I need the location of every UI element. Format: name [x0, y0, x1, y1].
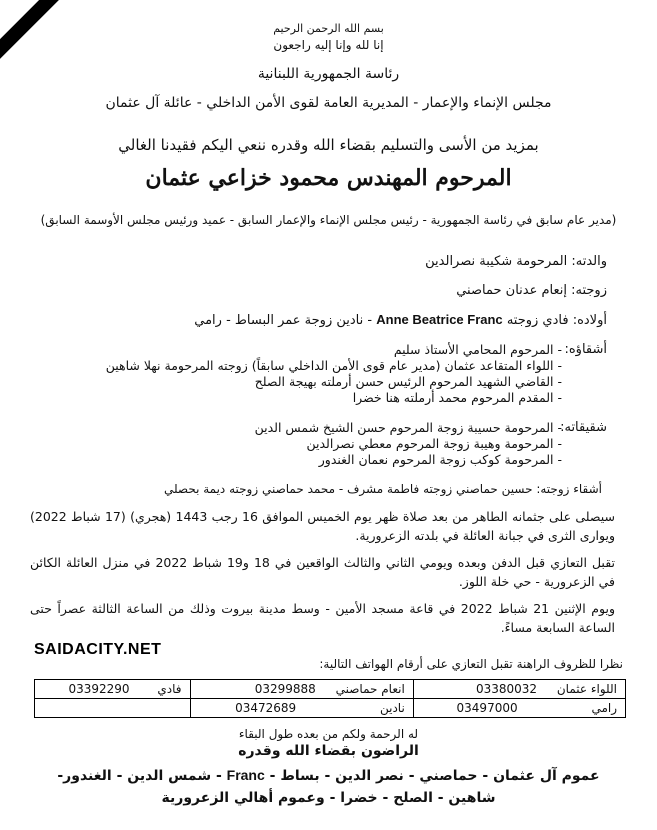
table-row	[35, 680, 626, 699]
list-item: - المرحوم المحامي الأستاذ سليم	[106, 342, 562, 358]
phone-number: 03380032	[475, 682, 538, 696]
deceased-name: المرحوم المهندس محمود خزاعي عثمان	[145, 165, 512, 191]
condolences-beirut-paragraph: ويوم الإثنين 21 شباط 2022 في قاعة مسجد الأمين - وسط مدينة بيروت وذلك من الساعة الثالثة عصراً حتى الساعة السابعة مساءً.	[30, 601, 615, 635]
phone-name: رامي	[591, 701, 617, 715]
sisters-list	[255, 420, 562, 468]
phone-cell	[413, 680, 625, 699]
phone-number: 03497000	[456, 701, 518, 715]
phone-number: 03392290	[68, 682, 130, 696]
phone-cell	[413, 699, 625, 718]
closing-line-3	[0, 767, 657, 784]
burial-paragraph: سيصلى على جثمانه الطاهر من بعد صلاة ظهر يوم الخميس الموافق 16 رجب 1443 (هجري) (17 شباط 2022) ويوارى الثرى في جبانة العائلة في بلدته الزعرورية.	[30, 509, 615, 543]
deceased-titles: (مدير عام سابق في رئاسة الجمهورية - رئيس مجلس الإنماء والإعمار السابق - عميد ورئيس مجلس الأوسمة السابق)	[40, 213, 617, 227]
brothers-list	[106, 342, 562, 406]
list-item: - القاضي الشهيد المرحوم الرئيس حسن أرملته بهيجة الصلح	[106, 374, 562, 390]
site-watermark: SAIDACITY.NET	[34, 641, 162, 658]
closing-line-2: الراضون بقضاء الله وقدره	[238, 743, 419, 759]
phone-number: 03472689	[235, 701, 297, 715]
closing-families-post: - شمس الدين - الغندور-	[57, 768, 222, 784]
condolences-village-paragraph: تقبل التعازي قبل الدفن وبعده ويومي الثاني والثالث الواقعين في 18 و19 شباط 2022 في منزل العائلة الكائن في الزعرورية - حي خلة اللوز.	[30, 555, 616, 589]
closing-families-pre: عموم آل عثمان - حماصني - نصر الدين - بساط -	[269, 768, 600, 784]
list-item: - اللواء المتقاعد عثمان (مدير عام قوى الأمن الداخلي سابقاً) زوجته المرحومة نهلا شاهين	[106, 358, 562, 374]
phones-intro: نظرا للظروف الراهنة تقبل التعازي على أرقام الهواتف التالية:	[319, 657, 623, 671]
announcement-intro: بمزيد من الأسى والتسليم بقضاء الله وقدره ننعي اليكم فقيدنا الغالي	[118, 136, 539, 154]
phone-cell	[35, 680, 191, 699]
institutions-heading: مجلس الإنماء والإعمار - المديرية العامة لقوى الأمن الداخلي - عائلة آل عثمان	[105, 95, 552, 111]
closing-families-latin: Franc	[226, 767, 265, 783]
phone-name: نادين	[379, 701, 405, 715]
children-prefix: أولاده: فادي زوجته	[506, 313, 607, 328]
phone-cell	[190, 680, 413, 699]
children-suffix: - نادين زوجة عمر البساط - رامي	[194, 313, 373, 328]
table-row	[35, 699, 626, 718]
phone-cell	[35, 699, 191, 718]
children-line	[194, 312, 607, 328]
phone-name: اللواء عثمان	[556, 682, 617, 696]
list-item: - المقدم المرحوم محمد أرملته هنا خضرا	[106, 390, 562, 406]
phone-number: 03299888	[254, 682, 316, 696]
mother-line: والدته: المرحومة شكيبة نصرالدين	[425, 254, 607, 269]
list-item: - المرحومة حسيبة زوجة المرحوم حسن الشيخ شمس الدين	[255, 420, 562, 436]
closing-line-1: له الرحمة ولكم من بعده طول البقاء	[238, 727, 419, 741]
wife-line: زوجته: إنعام عدنان حماصني	[456, 283, 607, 298]
phone-cell	[190, 699, 413, 718]
sisters-label: شقيقاته:	[560, 420, 607, 435]
closing-line-4: شاهين - الصلح - خضرا - وعموم أهالي الزعرورية	[161, 790, 496, 806]
children-latin-name: Anne Beatrice Franc	[376, 312, 503, 327]
quran-verse: إنا لله وإنا إليه راجعون	[273, 38, 384, 52]
phone-name: انعام حماصني	[335, 682, 405, 696]
presidency-heading: رئاسة الجمهورية اللبنانية	[257, 66, 400, 82]
brothers-label: أشقاؤه:	[564, 342, 607, 357]
phone-name: فادي	[157, 682, 182, 696]
phones-table	[34, 679, 626, 718]
list-item: - المرحومة وهيبة زوجة المرحوم معطي نصرالدين	[255, 436, 562, 452]
list-item: - المرحومة كوكب زوجة المرحوم نعمان الغندور	[255, 452, 562, 468]
wife-siblings-line: أشقاء زوجته: حسين حماصني زوجته فاطمة مشرف - محمد حماصني زوجته ديمة بحصلي	[163, 482, 602, 496]
basmala: بسم الله الرحمن الرحيم	[273, 22, 384, 35]
